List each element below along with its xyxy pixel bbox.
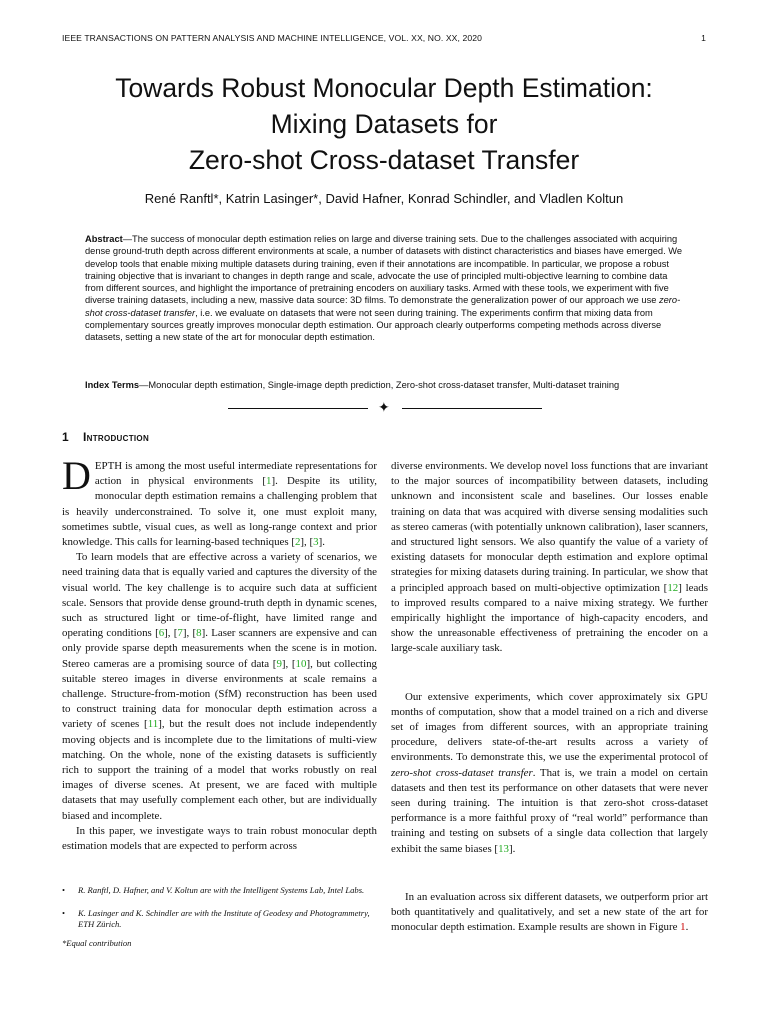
citation-link[interactable]: 9 [276,657,282,670]
abstract-text-b: , i.e. we evaluate on datasets that were not seen during training. The experiments confirm that mixing data from complementary sources greatly improves monocular depth estimation. Our approach clearly outperforms competing methods across diverse datasets, setting a new state of the art for monocular depth estimation. [85,307,662,343]
citation-link[interactable]: 8 [196,627,202,640]
title-line-2: Mixing Datasets for [270,109,498,139]
paragraph-text: ], but the result does not include independently moving objects and is incomplete due to the limitations of multi-view matching. On the whole, none of the existing datasets is sufficiently rich to support the training of a model that works robustly on real images of diverse scenes. At present, we are faced with multiple datasets that may usefully complement each other, but are individually biased and incomplete. [62,718,377,822]
paragraph-text: To learn models that are effective across a variety of scenarios, we need training data that is equally varied and captures the diversity of the visual world. The key challenge is to acquire such data at sufficient scale. Sensors that provide dense ground-truth depth in dynamic scenes, such as structured light or time-of-flight, have limited range and operating conditions [ [62,551,377,640]
paragraph-text: ]. Despite its utility, monocular depth estimation remains a challenging problem that is heavily underconstrained. To solve it, one must exploit many, sometimes subtle, visual cues, as well as long-range context and prior knowledge. This calls for learning-based techniques [ [62,475,377,549]
index-terms-label: Index Terms [85,380,140,390]
diamond-icon: ✦ [378,400,390,416]
paragraph-text: Our extensive experiments, which cover approximately six GPU months of computation, show that a model trained on a rich and diverse set of images from different sources, with an appropriate training procedure, delivers state-of-the-art results across a variety of environments. To demonstrate this, we use the experimental protocol of [391,690,708,764]
paragraph-text: ] leads to improved results compared to a naive mixing strategy. We further empirically highlight the importance of high-capacity encoders, and show the unreasonable effectiveness of pretraining the encoder on a large-scale auxiliary task. [391,581,708,655]
section-heading [62,430,149,444]
page-number: 1 [701,33,706,43]
footnote-affiliation-2 [62,908,377,930]
title-line-3: Zero-shot Cross-dataset Transfer [188,145,580,175]
footnote-text: R. Ranftl, D. Hafner, and V. Koltun are with the Intelligent Systems Lab, Intel Labs. [78,885,365,895]
paragraph-text: ], but collecting suitable stereo images in diverse environments at scale remains a challenge. Structure-from-motion (SfM) reconstruction has been used to construct training data for monocular depth estimation across a variety of scenes [ [62,657,377,731]
intro-paragraph-4 [391,690,708,857]
paragraph-text: In an evaluation across six different datasets, we outperform prior art both quantitatively and qualitatively, and set a new state of the art for monocular depth estimation. Example results are shown in Figure [391,890,708,934]
section-number: 1 [62,430,69,444]
figure-link[interactable]: 1 [680,921,686,934]
footnote-affiliation-1 [62,885,377,896]
abstract-label: Abstract [85,234,123,244]
intro-paragraph-5 [391,890,708,936]
running-head [62,33,706,43]
bullet-icon: • [62,885,66,895]
citation-link[interactable]: 7 [177,627,183,640]
footnotes [62,885,377,949]
paragraph-text: . That is, we train a model on certain datasets and then test its performance on other datasets that were never seen during training. The intuition is that zero-shot cross-dataset performance is a more faithful proxy of “real world” performance than training and testing on subsets of a single data collection that largely exhibit the same biases [ [391,766,708,855]
index-terms [85,379,685,391]
paragraph-text: diverse environments. We develop novel loss functions that are invariant to the major sources of incompatibility between datasets, including unknown and inconsistent scale and baselines. Our losses enable training on data that was acquired with diverse sensing modalities such as stereo cameras (with potentially unknown calibration), laser scanners, and structured light sensors. We also quantify the value of a variety of existing datasets for monocular depth estimation and explore optimal strategies for mixing datasets during training. In particular, we show that a principled approach based on multi-objective optimization [ [391,460,708,594]
paragraph-text: ]. [318,536,325,549]
paper-title [0,70,768,178]
left-column [62,453,378,854]
author-list: René Ranftl*, Katrin Lasinger*, David Hafner, Konrad Schindler, and Vladlen Koltun [144,191,624,206]
equal-contribution-note: *Equal contribution [62,938,132,948]
paragraph-text: ], [ [182,627,197,640]
paragraph-text: ]. [508,842,516,855]
citation-link[interactable]: 10 [295,657,307,670]
paragraph-text: ], [ [281,657,296,670]
paragraph-text: is among the most useful intermediate representations for action in physical environments [ [94,460,377,488]
journal-name: IEEE TRANSACTIONS ON PATTERN ANALYSIS AND MACHINE INTELLIGENCE, VOL. XX, NO. XX, 2020 [62,33,482,43]
index-terms-text: —Monocular depth estimation, Single-image depth prediction, Zero-shot cross-dataset transfer, Multi-dataset training [139,380,620,390]
divider-line-left [228,408,368,409]
right-column [391,459,708,935]
drop-cap: D [62,453,91,498]
paragraph-text: . [685,921,689,934]
intro-paragraph-3: In this paper, we investigate ways to train robust monocular depth estimation models that are expected to perform across [62,824,377,853]
paragraph-text: ], [ [164,627,178,640]
section-title: Introduction [82,430,150,444]
drop-cap-continuation: EPTH [94,460,123,472]
bullet-icon: • [62,908,66,918]
citation-link[interactable]: 2 [294,536,301,549]
paragraph-text: ]. Laser scanners are expensive and can only provide sparse depth measurements when the scene is in motion. Stereo cameras are a promising source of data [ [62,627,378,670]
section-divider [228,402,542,414]
abstract-emphasis: zero-shot cross-dataset transfer [85,295,681,318]
citation-link[interactable]: 1 [265,475,272,488]
footnote-text: K. Lasinger and K. Schindler are with the Institute of Geodesy and Photogrammetry, ETH Zürich. [78,908,370,929]
citation-link[interactable]: 12 [667,581,679,594]
paragraph-text: ], [ [300,536,314,549]
citation-link[interactable]: 11 [147,718,159,731]
paragraph-gap [391,857,708,890]
citation-link[interactable]: 3 [313,536,319,549]
divider-line-right [402,408,542,409]
abstract [85,233,685,344]
paragraph-gap [391,657,708,690]
intro-paragraph-2 [62,550,377,824]
emphasis-text: zero-shot cross-dataset transfer [391,766,533,779]
citation-link[interactable]: 6 [158,627,165,640]
intro-paragraph-1 [62,453,377,550]
citation-link[interactable]: 13 [498,842,509,855]
abstract-text-a: —The success of monocular depth estimation relies on large and diverse training sets. Due to the challenges associated with acquiring dense ground-truth depth across different environments at scale, a number of datasets with distinct characteristics and biases have emerged. We develop tools that enable mixing multiple datasets during training, even if their annotations are incompatible. In particular, we propose a robust training objective that is invariant to changes in depth range and scale, advocate the use of principled multi-objective learning to combine data from different sources, and highlight the importance of pretraining encoders on auxiliary tasks. Armed with these tools, we experiment with five diverse training datasets, including a new, massive data source: 3D films. To demonstrate the generalization power of our approach we use [85,234,683,306]
intro-paragraph-continued [391,459,708,657]
title-line-1: Towards Robust Monocular Depth Estimation: [115,73,653,103]
